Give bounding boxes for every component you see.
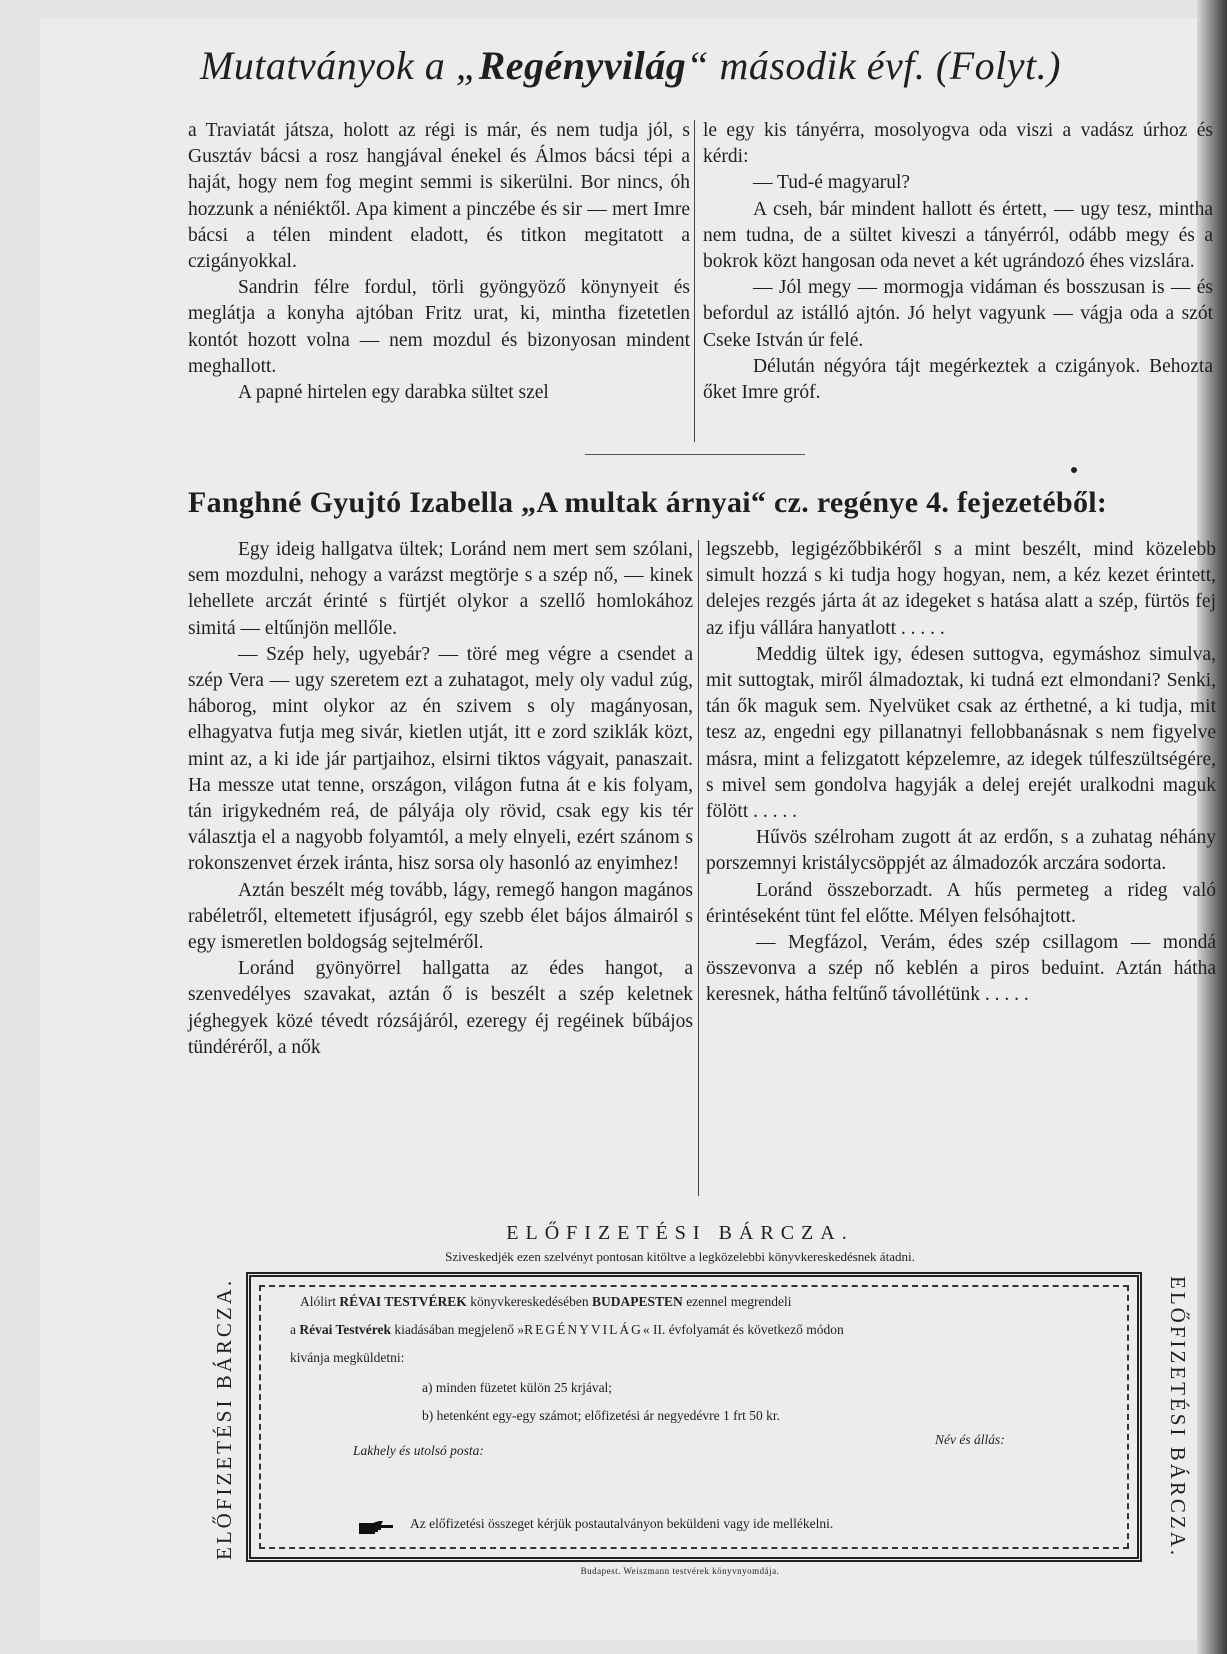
subscription-form-instructions: Sziveskedjék ezen szelvényt pontosan kitöltve a legközelebbi könyvkereskedésnek átadni. [445,1249,915,1264]
paragraph: A cseh, bár mindent hallott és értett, — ugy tesz, mintha nem tudna, de a sültet kiveszi a tányérról, odább megy és a bokrok közt hangosan oda nevet a két ugrándozó éhes vizslára. [703,198,1213,273]
section2-left-column [188,537,693,1061]
paragraph: legszebb, legigézőbbikéről s a mint beszélt, mind közelebb simult hozzá s ki tudja hogy hogyan, nem, a kéz kezet érintett, delejes rezgés járta át az idegeket s hatása alatt a szép, fürtös fej az ifju vállára hanyatlott . . . . . [706,539,1216,639]
publisher-short-name: Révai Testvérek [299,1322,391,1337]
column-divider [694,120,695,442]
paragraph: Sandrin félre fordul, törli gyöngyöző könynyeit és meglátja a konyha ajtóban Fritz urat, ki, mintha fizetetlen kontót hozott volna — nem mozdul és bizonyosan mindent meghallott. [188,277,690,377]
section1-right-column [703,118,1213,406]
paragraph: A papné hirtelen egy darabka sültet szel [238,382,549,404]
form-delivery-line: kivánja megküldetni: [290,1350,405,1365]
form-journal-line: a Révai Testvérek kiadásában megjelenő »REGÉNYVILÁG« II. évfolyamát és következő módon [290,1322,844,1337]
section2-right-column [706,537,1216,1009]
paragraph: Loránd gyönyörrel hallgatta az édes hangot, a szenvedélyes szavakat, aztán ő is beszélt a szép keletnek jéghegyek közé tévedt rózsájáról, ezeregy éj regéinek bűbájos tündéréről, a nők [188,958,693,1058]
residence-field-label[interactable]: Lakhely és utolsó posta: [353,1443,484,1458]
payment-note: Az előfizetési összeget kérjük postautalványon beküldeni vagy ide mellékelni. [410,1516,834,1531]
title-prefix: Mutatványok a „ [200,43,479,88]
section-divider [585,454,805,455]
form-side-label-right: ELŐFIZETÉSI BÁRCZA. [1166,1276,1190,1559]
title-suffix: “ második évf. (Folyt.) [686,43,1061,88]
title-journal-name: Regényvilág [478,43,687,88]
excerpt-heading: Fanghné Gyujtó Izabella „A multak árnyai“ cz. regénye 4. fejezetéből: [188,486,1108,519]
paragraph: a Traviatát játsza, holott az régi is már, és nem tudja jól, s Gusztáv bácsi a rosz hangjával énekel és Álmos bácsi tépi a haját, hogy nem fog megint semmi is sikerülni. Bor nincs, óh hozzunk a néniéktől. Apa kiment a pinczébe és sir — mert Imre bácsi a télen mindent eladott, és titkon megitatott a czigányokkal. [188,120,690,273]
journal-name: REGÉNYVILÁG [524,1322,643,1337]
page-title [200,42,1200,89]
form-side-label-left: ELŐFIZETÉSI BÁRCZA. [212,1277,236,1560]
paragraph: — Jól megy — mormogja vidáman és bosszusan is — és befordul az istálló ajtón. Jó helyt vagyunk — vágja oda a szót Cseke István úr felé. [703,277,1213,351]
publisher-name: RÉVAI TESTVÉREK [339,1294,467,1309]
name-field-label[interactable]: Név és állás: [935,1432,1005,1447]
city-name: BUDAPESTEN [592,1294,683,1309]
paragraph: Hűvös szélroham zugott át az erdőn, s a zuhatag néhány porszemnyi kristálycsöppjét az álmadozók arczára sodorta. [706,827,1216,875]
option-b[interactable]: b) hetenként egy-egy számot; előfizetési ár negyedévre 1 frt 50 kr. [422,1408,780,1423]
subscription-form-title: ELŐFIZETÉSI BÁRCZA. [506,1222,854,1244]
paragraph: Délután négyóra tájt megérkeztek a czigányok. Behozta őket Imre gróf. [703,355,1213,404]
paragraph: Aztán beszélt még tovább, lágy, remegő hangon magános rabéletről, eltemetett ifjuságról, egy szebb élet bájos álmairól s egy ismeretlen boldogság sejtelméről. [188,879,693,954]
column-divider [698,540,699,1196]
form-order-line: Alólirt RÉVAI TESTVÉREK könyvkereskedésében BUDAPESTEN ezennel megrendeli [300,1294,792,1309]
printer-imprint: Budapest. Weiszmann testvérek könyvnyomdája. [580,1566,780,1576]
section1-left-column [188,118,690,406]
paragraph: Egy ideig hallgatva ültek; Loránd nem mert sem szólani, sem mozdulni, nehogy a varázst megtörje s a szép nő, — kinek lehellete arczát érinté s fürtjét olykor a szellő homlokához simitá — eltűnjön mellőle. [188,539,693,639]
ornament-dot [1071,467,1077,473]
paragraph: — Megfázol, Verám, édes szép csillagom — mondá összevonva a szép nő keblén a piros beduint. Aztán hátha keresnek, hátha feltűnő távollétünk . . . . . [706,932,1216,1006]
option-a[interactable]: a) minden füzetet külön 25 krjával; [422,1380,613,1395]
paragraph: — Szép hely, ugyebár? — töré meg végre a csendet a szép Vera — ugy szeretem ezt a zuhatagot, mely oly vadul zúg, háborog, mint olykor az én szivem s oly magányosan, elhagyatva futja meg sivár, kietlen utját, itt e zord sziklák közt, mint az, a ki ide jár partjaihoz, elsirni tiktos vágyait, panaszait. Ha messze utat tenne, országon, világon futna át e kis folyam, tán irigykedném reá, de pályája oly rövid, csak egy kis tér választja el a nagyobb folyamtól, a mely elnyeli, ezért szánom s rokonszenvet érzek iránta, hisz sorsa oly hasonló az enyimhez! [188,643,693,875]
paragraph: le egy kis tányérra, mosolyogva oda viszi a vadász úrhoz és kérdi: [703,120,1213,168]
pointing-hand-icon [357,1519,395,1535]
paragraph: Loránd összeborzadt. A hűs permeteg a rideg való érintéseként tünt fel előtte. Mélyen felsóhajtott. [706,879,1216,927]
paragraph: — Tud-é magyarul? [753,172,911,194]
paragraph: Meddig ültek igy, édesen suttogva, egymáshoz simulva, mit suttogtak, miről álmadoztak, ki tudná ezt elmondani? Senki, tán ők maguk sem. Nyelvüket csak az érthetné, a ki tudja, mit tesz az, engedni egy pillanatnyi fellobbanásnak s nem figyelve másra, mint a felizgatott képzelemre, az idegek túlfeszültségére, s mivel sem gondolva hagyják a delej erejét uralkodni maguk fölött . . . . . [706,643,1216,823]
